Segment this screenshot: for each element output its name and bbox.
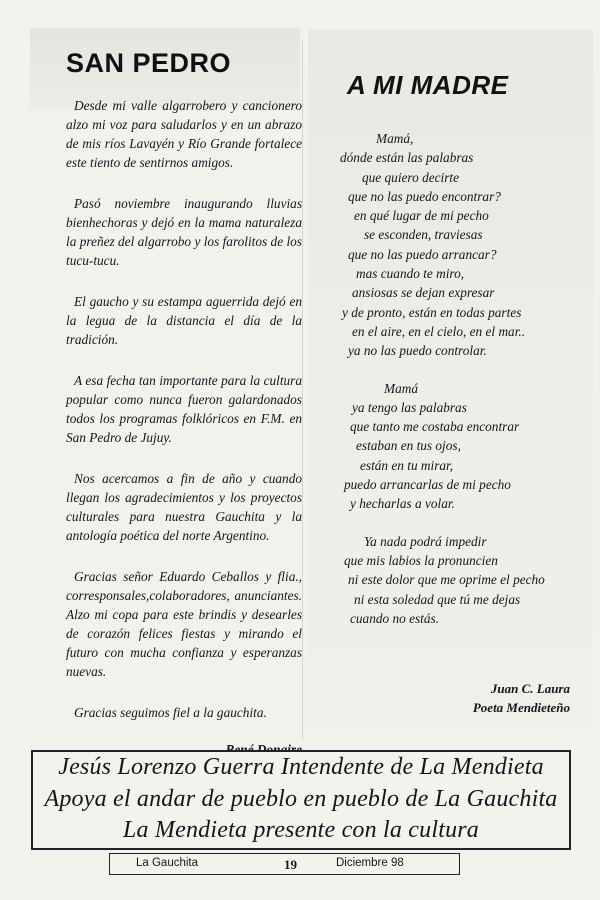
poem-line: en el aire, en el cielo, en el mar..: [352, 323, 526, 339]
poem-stanza: [340, 379, 590, 514]
page-footer: [109, 853, 460, 875]
poem-line: ya tengo las palabras: [352, 399, 467, 415]
poem-line: y hecharlas a volar.: [350, 496, 455, 512]
poem-line: dónde están las palabras: [340, 150, 474, 166]
poem-body: [340, 129, 590, 628]
poem-line: en qué lugar de mi pecho: [354, 208, 489, 224]
poem-line: estaban en tus ojos,: [356, 438, 461, 454]
poem-line: que quiero decirte: [362, 169, 459, 185]
footer-page-number: 19: [284, 857, 297, 872]
author-role: Poeta Mendieteño: [472, 700, 570, 715]
sponsor-banner: [31, 750, 571, 850]
column-divider: [302, 40, 303, 740]
article-paragraph: A esa fecha tan importante para la cultura popular como nunca fueron galardonados todos los programas folklóricos en F.M. en San Pedro de Jujuy.: [66, 373, 302, 445]
article-paragraph: Gracias señor Eduardo Ceballos y flia., corresponsales,colaboradores, anunciantes. Alzo mi copa para este brindis y desearles de corazón felices fiestas y mirando el futuro con mucha confianza y esperanzas nuevas.: [66, 569, 302, 679]
footer-date: Diciembre 98: [336, 857, 404, 869]
article-body: [66, 96, 302, 722]
poem-line: ansiosas se dejan expresar: [352, 285, 495, 301]
poem-line: puedo arrancarlas de mi pecho: [344, 477, 511, 493]
poem-line: están en tu mirar,: [360, 457, 454, 473]
banner-line: Jesús Lorenzo Guerra Intendente de La Mendieta: [58, 754, 544, 780]
article-paragraph: Pasó noviembre inaugurando lluvias bienhechoras y dejó en la mama naturaleza la preñez del algarrobo y los farolitos de los tucu-tucu.: [66, 196, 302, 268]
poem-line: ni esta soledad que tú me dejas: [354, 591, 521, 607]
poem-stanza: [340, 532, 590, 628]
poem-line: que tanto me costaba encontrar: [350, 419, 520, 435]
banner-line: La Mendieta presente con la cultura: [122, 817, 480, 843]
article-paragraph: Gracias seguimos fiel a la gauchita.: [74, 705, 267, 720]
poem-line: Mamá: [384, 380, 418, 396]
san-pedro-article: [66, 48, 302, 781]
poem-line: ni este dolor que me oprime el pecho: [348, 572, 545, 588]
article-title: SAN PEDRO: [66, 48, 232, 78]
poem-line: que no las puedo arrancar?: [348, 246, 497, 262]
poem-author: [420, 679, 570, 717]
author-name: Juan C. Laura: [490, 681, 570, 696]
poem-line: que mis labios la pronuncien: [344, 552, 498, 568]
poem-line: Mamá,: [376, 131, 414, 146]
poem-line: ya no las puedo controlar.: [348, 343, 487, 359]
footer-publication: La Gauchita: [136, 857, 199, 869]
poem-line: Ya nada podrá impedir: [364, 533, 487, 549]
poem-line: mas cuando te miro,: [356, 266, 465, 282]
article-paragraph: Nos acercamos a fin de año y cuando llegan los agradecimientos y los proyectos culturales para nuestra Gauchita y la antología poética del norte Argentino.: [66, 471, 302, 543]
banner-line: Apoya el andar de pueblo en pueblo de La Gauchita: [44, 785, 558, 812]
poem-title: A MI MADRE: [347, 70, 509, 100]
poem-stanza: [340, 129, 590, 361]
poem-line: que no las puedo encontrar?: [348, 188, 501, 204]
poem-line: se esconden, traviesas: [364, 227, 483, 243]
poem-line: y de pronto, están en todas partes: [342, 304, 522, 320]
a-mi-madre-poem: [340, 70, 590, 646]
poem-line: cuando no estás.: [350, 610, 440, 626]
article-paragraph: El gaucho y su estampa aguerrida dejó en la legua de la distancia el día de la tradición.: [66, 294, 302, 347]
article-paragraph: Desde mi valle algarrobero y cancionero alzo mi voz para saludarlos y en un abrazo de mis ríos Lavayén y Río Grande fortalece este tiento de sentirnos amigos.: [66, 98, 302, 170]
